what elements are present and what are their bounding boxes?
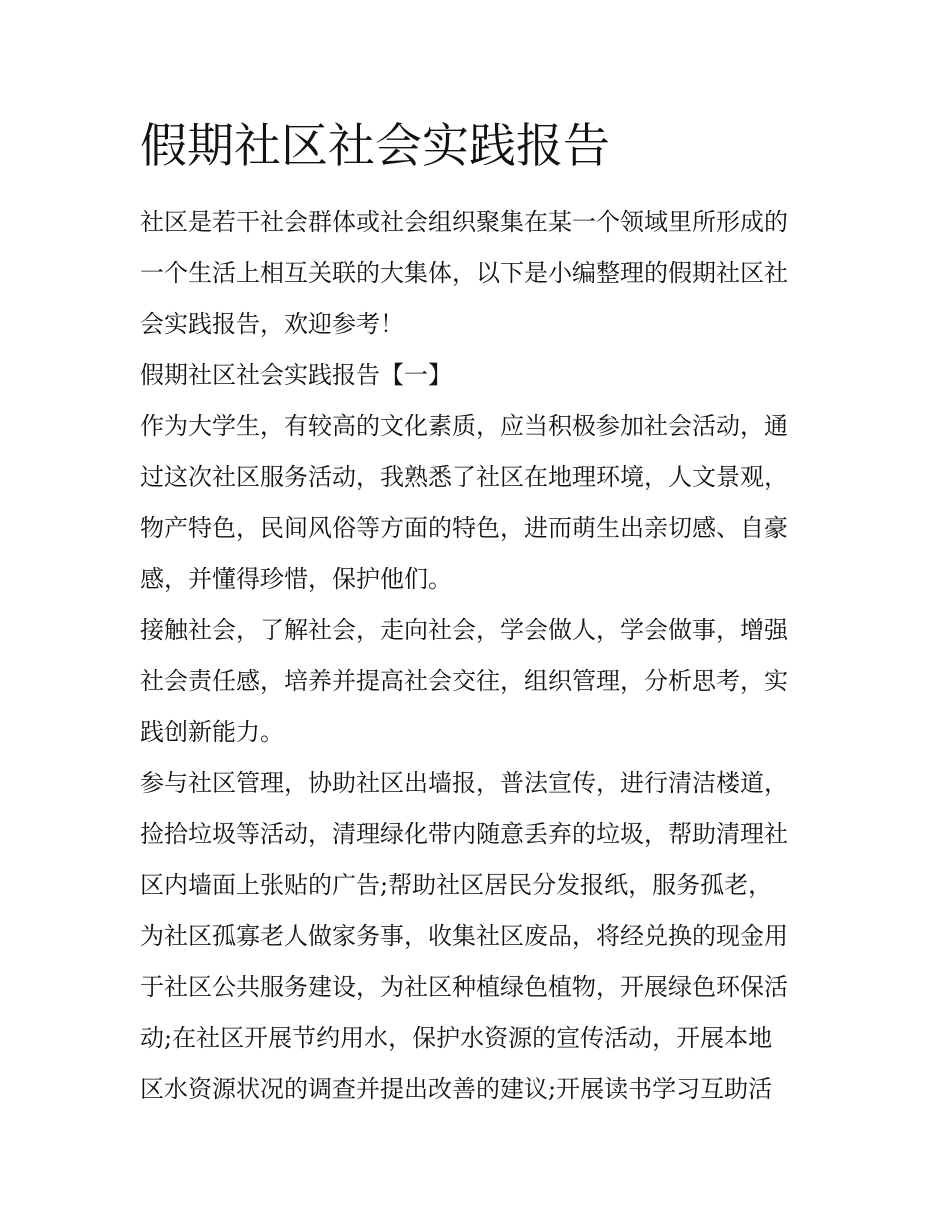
text-line: 接触社会，了解社会，走向社会，学会做人，学会做事，增强 — [140, 616, 788, 644]
text-line: 于社区公共服务建设，为社区种植绿色植物，开展绿色环保活 — [140, 973, 788, 1001]
text-line: 为社区孤寡老人做家务事，收集社区废品，将经兑换的现金用 — [140, 922, 788, 950]
text-line: 社会责任感，培养并提高社会交往，组织管理，分析思考，实 — [140, 667, 788, 695]
document-body — [140, 197, 812, 1115]
text-line: 社区是若干社会群体或社会组织聚集在某一个领域里所形成的 — [140, 208, 788, 236]
text-line: 捡拾垃圾等活动，清理绿化带内随意丢弃的垃圾，帮助清理社 — [140, 820, 788, 848]
document-title: 假期社区社会实践报告 — [140, 119, 610, 174]
text-line: 过这次社区服务活动，我熟悉了社区在地理环境，人文景观， — [140, 463, 788, 491]
text-line: 物产特色，民间风俗等方面的特色，进而萌生出亲切感、自豪 — [140, 514, 788, 542]
text-line: 作为大学生，有较高的文化素质，应当积极参加社会活动，通 — [140, 412, 788, 440]
text-line: 会实践报告，欢迎参考！ — [140, 310, 404, 338]
text-line: 区水资源状况的调查并提出改善的建议;开展读书学习互助活 — [140, 1075, 773, 1103]
section-heading: 假期社区社会实践报告【一】 — [140, 361, 452, 389]
text-line: 感，并懂得珍惜，保护他们。 — [140, 565, 452, 593]
text-line: 践创新能力。 — [140, 718, 284, 746]
text-line: 参与社区管理，协助社区出墙报，普法宣传，进行清洁楼道， — [140, 769, 788, 797]
text-line: 动;在社区开展节约用水，保护水资源的宣传活动，开展本地 — [140, 1024, 773, 1052]
text-line: 一个生活上相互关联的大集体，以下是小编整理的假期社区社 — [140, 259, 788, 287]
text-line: 区内墙面上张贴的广告;帮助社区居民分发报纸，服务孤老， — [140, 871, 773, 899]
